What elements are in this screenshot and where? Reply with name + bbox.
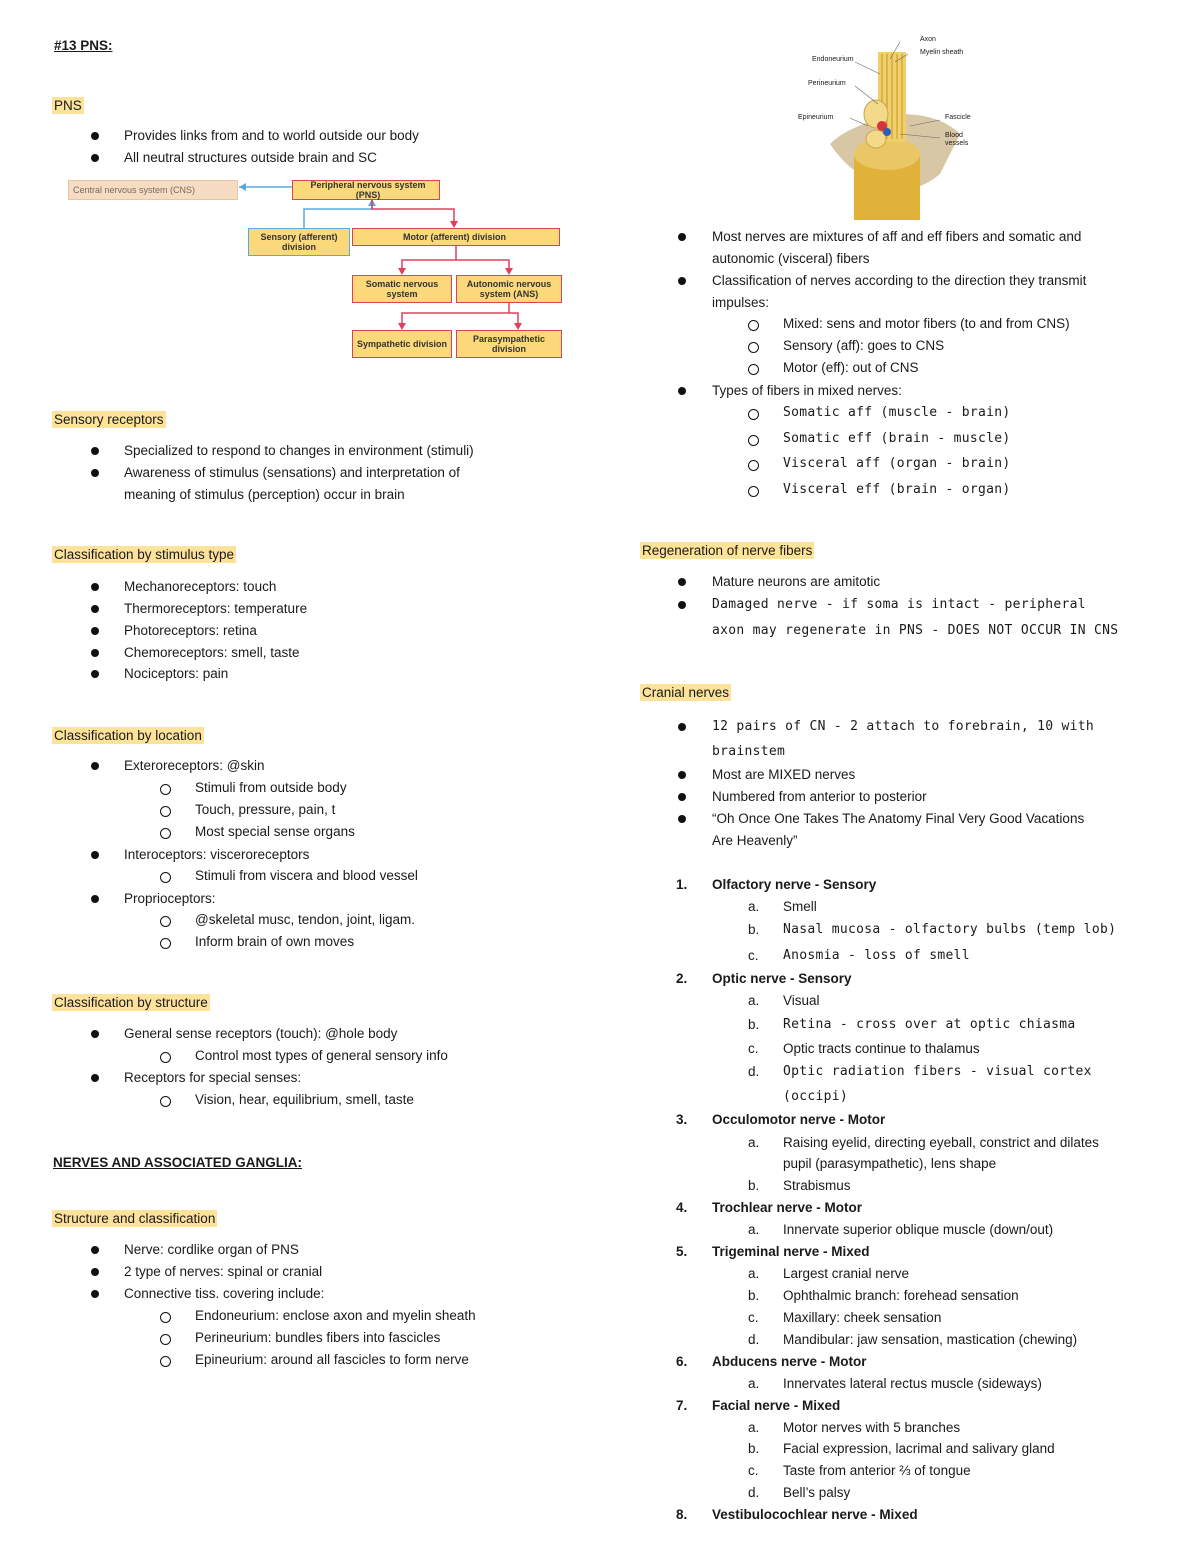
bullet-icon (91, 469, 99, 477)
pns-division-diagram (66, 178, 566, 363)
list-item: Damaged nerve - if soma is intact - peripheral (712, 597, 1086, 612)
section-heading-location: Classification by location (54, 728, 202, 743)
bullet-icon (678, 723, 686, 731)
list-letter: b. (748, 1017, 760, 1032)
sub-list-item: Optic tracts continue to thalamus (783, 1041, 980, 1056)
sub-bullet-icon (160, 806, 171, 817)
sub-list-item: Retina - cross over at optic chiasma (783, 1017, 1076, 1032)
sub-bullet-icon (160, 1052, 171, 1063)
section-heading-structure: Classification by structure (54, 995, 208, 1010)
sub-bullet-icon (160, 784, 171, 795)
label-myelin: Myelin sheath (920, 49, 964, 56)
bullet-icon (678, 578, 686, 586)
bullet-icon (91, 132, 99, 140)
cranial-nerve-title: Olfactory nerve - Sensory (712, 877, 877, 892)
sub-list-item: Somatic aff (muscle - brain) (783, 405, 1011, 420)
sub-list-item-continuation: (occipi) (783, 1089, 849, 1104)
list-letter: b. (748, 1441, 760, 1456)
cranial-nerve-title: Facial nerve - Mixed (712, 1398, 841, 1413)
diagram-box-sensory: Sensory (afferent) division (248, 228, 350, 256)
bullet-icon (678, 771, 686, 779)
bullet-icon (678, 233, 686, 241)
list-number: 3. (676, 1112, 688, 1127)
list-item: Exteroreceptors: @skin (124, 758, 265, 773)
bullet-icon (91, 649, 99, 657)
bullet-icon (91, 1074, 99, 1082)
list-letter: d. (748, 1064, 760, 1079)
sub-list-item: Ophthalmic branch: forehead sensation (783, 1288, 1019, 1303)
sub-bullet-icon (748, 460, 759, 471)
bullet-icon (91, 851, 99, 859)
bullet-icon (91, 762, 99, 770)
section-heading-pns: PNS (54, 98, 82, 113)
section-heading-stimulus: Classification by stimulus type (54, 547, 235, 562)
sub-list-item: Facial expression, lacrimal and salivary gland (783, 1441, 1055, 1456)
sub-list-item: Visceral aff (organ - brain) (783, 456, 1011, 471)
bullet-icon (678, 277, 686, 285)
sub-bullet-icon (160, 828, 171, 839)
sub-list-item: Mandibular: jaw sensation, mastication (chewing) (783, 1332, 1078, 1347)
sub-list-item: Stimuli from outside body (195, 780, 347, 795)
list-item: Proprioceptors: (124, 891, 216, 906)
label-vessels: vessels (945, 140, 969, 147)
sub-bullet-icon (160, 1334, 171, 1345)
sub-list-item: Perineurium: bundles fibers into fascicles (195, 1330, 441, 1345)
list-item: General sense receptors (touch): @hole body (124, 1026, 398, 1041)
sub-list-item: Somatic eff (brain - muscle) (783, 431, 1011, 446)
label-blood: Blood (945, 132, 963, 139)
list-item: Receptors for special senses: (124, 1070, 302, 1085)
diagram-box-cns: Central nervous system (CNS) (68, 180, 238, 200)
label-endoneurium: Endoneurium (812, 56, 854, 63)
sub-list-item-continuation: pupil (parasympathetic), lens shape (783, 1156, 997, 1171)
list-letter: c. (748, 948, 759, 963)
sub-list-item: Epineurium: around all fascicles to form nerve (195, 1352, 469, 1367)
sub-list-item: Anosmia - loss of smell (783, 948, 970, 963)
sub-list-item: Raising eyelid, directing eyeball, constrict and dilates (783, 1135, 1099, 1150)
list-letter: c. (748, 1463, 759, 1478)
sub-list-item: Sensory (aff): goes to CNS (783, 338, 945, 353)
bullet-icon (91, 627, 99, 635)
bullet-icon (678, 815, 686, 823)
list-letter: a. (748, 1420, 760, 1435)
section-heading-sensory-receptors: Sensory receptors (54, 412, 164, 427)
list-number: 6. (676, 1354, 688, 1369)
list-item: Classification of nerves according to the direction they transmit (712, 273, 1087, 288)
sub-bullet-icon (748, 320, 759, 331)
cranial-nerve-title: Vestibulocochlear nerve - Mixed (712, 1507, 918, 1522)
sub-list-item: Most special sense organs (195, 824, 355, 839)
diagram-box-somatic: Somatic nervous system (352, 275, 452, 303)
list-letter: d. (748, 1485, 760, 1500)
sub-list-item: Smell (783, 899, 817, 914)
sub-list-item: Largest cranial nerve (783, 1266, 910, 1281)
bullet-icon (91, 1030, 99, 1038)
section-heading-cranial: Cranial nerves (642, 685, 730, 700)
bullet-icon (91, 1268, 99, 1276)
sub-list-item: Mixed: sens and motor fibers (to and from CNS) (783, 316, 1070, 331)
list-letter: b. (748, 922, 760, 937)
list-item: Chemoreceptors: smell, taste (124, 645, 300, 660)
list-item: 12 pairs of CN - 2 attach to forebrain, 10 with (712, 719, 1094, 734)
label-perineurium: Perineurium (808, 80, 846, 87)
sub-list-item: Vision, hear, equilibrium, smell, taste (195, 1092, 414, 1107)
list-item: Nerve: cordlike organ of PNS (124, 1242, 299, 1257)
list-number: 2. (676, 971, 688, 986)
list-item: Numbered from anterior to posterior (712, 789, 927, 804)
sub-list-item: Innervate superior oblique muscle (down/out) (783, 1222, 1054, 1237)
list-item: Mechanoreceptors: touch (124, 579, 277, 594)
list-number: 1. (676, 877, 688, 892)
list-item: Provides links from and to world outside our body (124, 128, 419, 143)
sub-list-item: Stimuli from viscera and blood vessel (195, 868, 418, 883)
sub-bullet-icon (748, 364, 759, 375)
list-item-continuation: Are Heavenly” (712, 833, 798, 848)
bullet-icon (91, 154, 99, 162)
sub-list-item: Visceral eff (brain - organ) (783, 482, 1011, 497)
bullet-icon (91, 605, 99, 613)
label-fascicle: Fascicle (945, 114, 971, 121)
section-heading-regeneration: Regeneration of nerve fibers (642, 543, 813, 558)
list-item: Thermoreceptors: temperature (124, 601, 308, 616)
list-letter: a. (748, 1376, 760, 1391)
list-letter: d. (748, 1332, 760, 1347)
sub-list-item: Endoneurium: enclose axon and myelin sheath (195, 1308, 476, 1323)
bullet-icon (91, 447, 99, 455)
cranial-nerve-title: Optic nerve - Sensory (712, 971, 852, 986)
label-epineurium: Epineurium (798, 114, 834, 121)
diagram-box-parasympathetic: Parasympathetic division (456, 330, 562, 358)
list-item: 2 type of nerves: spinal or cranial (124, 1264, 323, 1279)
list-item-continuation: axon may regenerate in PNS - DOES NOT OCCUR IN CNS (712, 623, 1119, 638)
sub-bullet-icon (160, 1096, 171, 1107)
sub-bullet-icon (160, 1312, 171, 1323)
list-item: Types of fibers in mixed nerves: (712, 383, 902, 398)
document-title: #13 PNS: (54, 38, 113, 53)
sub-bullet-icon (748, 342, 759, 353)
list-item: Interoceptors: visceroreceptors (124, 847, 310, 862)
list-letter: a. (748, 899, 760, 914)
list-item-continuation: brainstem (712, 744, 786, 759)
cranial-nerve-title: Abducens nerve - Motor (712, 1354, 867, 1369)
sub-list-item: Maxillary: cheek sensation (783, 1310, 942, 1325)
cranial-nerve-title: Trigeminal nerve - Mixed (712, 1244, 870, 1259)
diagram-box-pns: Peripheral nervous system (PNS) (292, 180, 440, 200)
list-letter: a. (748, 1135, 760, 1150)
sub-bullet-icon (748, 435, 759, 446)
list-letter: c. (748, 1041, 759, 1056)
list-letter: a. (748, 1266, 760, 1281)
sub-list-item: Nasal mucosa - olfactory bulbs (temp lob) (783, 922, 1117, 937)
list-item-continuation: impulses: (712, 295, 770, 310)
sub-bullet-icon (160, 938, 171, 949)
sub-list-item: Motor nerves with 5 branches (783, 1420, 961, 1435)
list-number: 7. (676, 1398, 688, 1413)
sub-list-item: Inform brain of own moves (195, 934, 355, 949)
list-letter: a. (748, 993, 760, 1008)
list-item-continuation: autonomic (visceral) fibers (712, 251, 870, 266)
list-item: All neutral structures outside brain and SC (124, 150, 377, 165)
sub-list-item: Innervates lateral rectus muscle (sideways) (783, 1376, 1042, 1391)
bullet-icon (678, 793, 686, 801)
list-number: 5. (676, 1244, 688, 1259)
sub-bullet-icon (748, 486, 759, 497)
diagram-box-motor: Motor (afferent) division (352, 228, 560, 246)
sub-list-item: Bell’s palsy (783, 1485, 851, 1500)
list-item: Most nerves are mixtures of aff and eff fibers and somatic and (712, 229, 1082, 244)
nerves-section-title: NERVES AND ASSOCIATED GANGLIA: (53, 1155, 303, 1170)
sub-bullet-icon (160, 872, 171, 883)
list-item: Mature neurons are amitotic (712, 574, 881, 589)
list-item: Specialized to respond to changes in environment (stimuli) (124, 443, 474, 458)
diagram-box-sympathetic: Sympathetic division (352, 330, 452, 358)
section-heading-structure-classification: Structure and classification (54, 1211, 216, 1226)
sub-bullet-icon (160, 1356, 171, 1367)
cranial-nerve-title: Trochlear nerve - Motor (712, 1200, 863, 1215)
bullet-icon (91, 670, 99, 678)
diagram-box-autonomic: Autonomic nervous system (ANS) (456, 275, 562, 303)
sub-list-item: @skeletal musc, tendon, joint, ligam. (195, 912, 416, 927)
label-axon: Axon (920, 36, 936, 43)
bullet-icon (91, 895, 99, 903)
sub-list-item: Strabismus (783, 1178, 851, 1193)
list-number: 8. (676, 1507, 688, 1522)
bullet-icon (91, 1246, 99, 1254)
bullet-icon (91, 1290, 99, 1298)
sub-bullet-icon (748, 409, 759, 420)
nerve-structure-figure (790, 34, 990, 220)
sub-list-item: Visual (783, 993, 820, 1008)
list-letter: b. (748, 1288, 760, 1303)
sub-list-item: Touch, pressure, pain, t (195, 802, 336, 817)
cranial-nerve-title: Occulomotor nerve - Motor (712, 1112, 886, 1127)
bullet-icon (678, 601, 686, 609)
list-item: Awareness of stimulus (sensations) and interpretation of (124, 465, 460, 480)
list-item: Photoreceptors: retina (124, 623, 257, 638)
list-number: 4. (676, 1200, 688, 1215)
list-item-continuation: meaning of stimulus (perception) occur in brain (124, 487, 405, 502)
sub-list-item: Motor (eff): out of CNS (783, 360, 919, 375)
sub-list-item: Taste from anterior ⅔ of tongue (783, 1463, 971, 1478)
bullet-icon (678, 387, 686, 395)
list-item: Connective tiss. covering include: (124, 1286, 325, 1301)
list-letter: b. (748, 1178, 760, 1193)
sub-bullet-icon (160, 916, 171, 927)
list-letter: c. (748, 1310, 759, 1325)
sub-list-item: Control most types of general sensory info (195, 1048, 448, 1063)
sub-list-item: Optic radiation fibers - visual cortex (783, 1064, 1092, 1079)
list-letter: a. (748, 1222, 760, 1237)
list-item: Most are MIXED nerves (712, 767, 856, 782)
bullet-icon (91, 583, 99, 591)
list-item: “Oh Once One Takes The Anatomy Final Very Good Vacations (712, 811, 1085, 826)
list-item: Nociceptors: pain (124, 666, 229, 681)
